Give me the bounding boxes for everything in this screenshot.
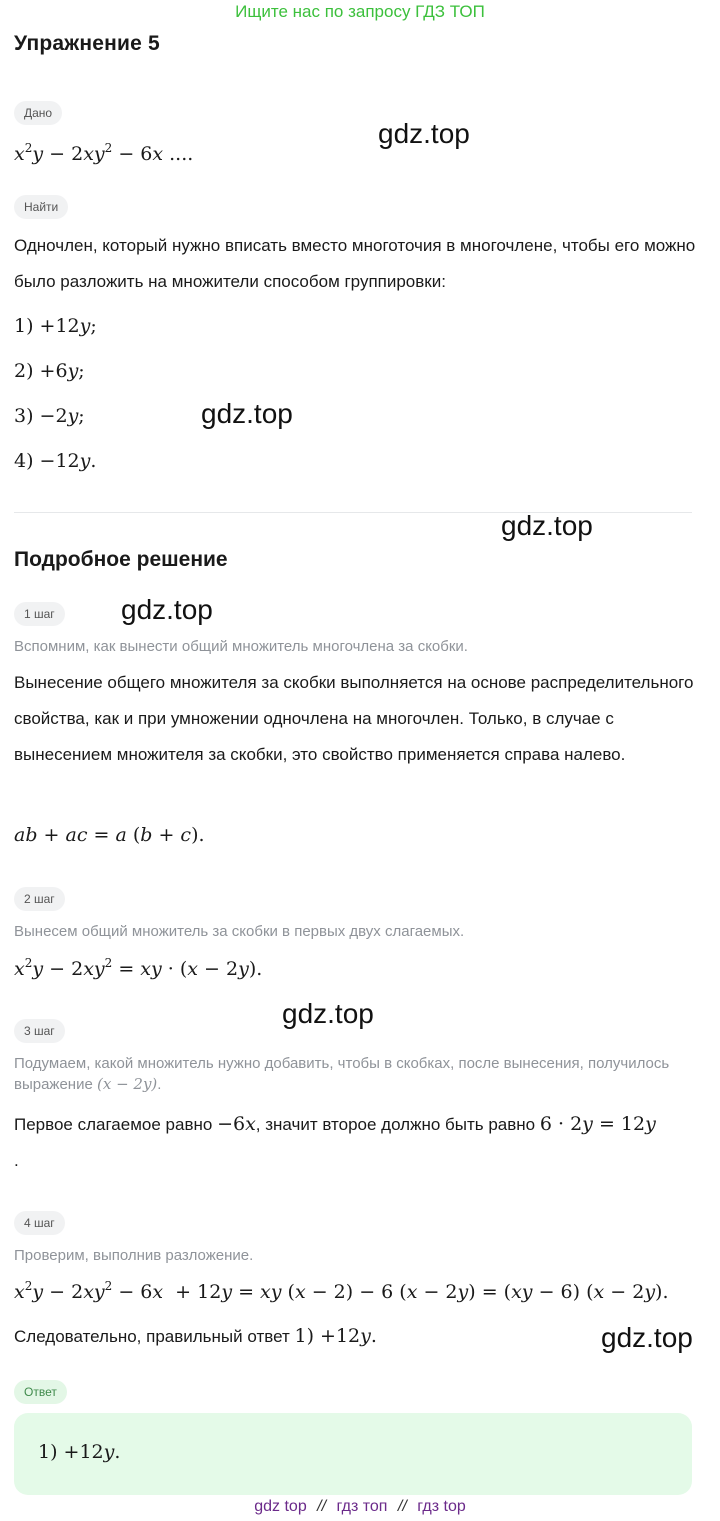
step-1-label: 1 шаг bbox=[14, 602, 65, 626]
step-4-conclusion-answer: 1) +12y. bbox=[294, 1325, 377, 1347]
step-3-hint-expression: (x − 2y) bbox=[97, 1075, 158, 1093]
given-ellipsis: .... bbox=[169, 143, 194, 165]
step-3-product: 6 · 2y = 12y bbox=[539, 1113, 656, 1135]
find-text: Одночлен, который нужно вписать вместо многоточия в многочлене, чтобы его можно было разложить на множители способом группировки: bbox=[14, 236, 696, 291]
answer-label: Ответ bbox=[14, 1380, 67, 1404]
step-1-formula: ab + ac = a (b + c). bbox=[14, 824, 205, 846]
step-1-text: Вынесение общего множителя за скобки выполняется на основе распределительного свойства, как и при умножении одночлена на многочлен. Только, в случае с вынесением множителя за скобки, это свойство применяется справа налево. bbox=[14, 673, 694, 764]
watermark: gdz.top bbox=[378, 118, 470, 149]
footer-link-2[interactable]: гдз топ bbox=[336, 1498, 388, 1515]
answer-value: 1) +12y. bbox=[38, 1441, 121, 1463]
footer-link-1[interactable]: gdz top bbox=[254, 1498, 307, 1515]
watermark: gdz.top bbox=[601, 1322, 693, 1353]
footer-separator: // bbox=[397, 1498, 407, 1515]
footer-link-3[interactable]: гдз top bbox=[417, 1498, 466, 1515]
step-3-text-end: . bbox=[14, 1151, 19, 1170]
step-2-label: 2 шаг bbox=[14, 887, 65, 911]
step-3-term: −6x bbox=[217, 1113, 256, 1135]
step-3-hint-text: Подумаем, какой множитель нужно добавить, чтобы в скобках, после вынесения, получилось выражение bbox=[14, 1055, 670, 1093]
step-4-hint: Проверим, выполнив разложение. bbox=[14, 1247, 254, 1264]
given-label: Дано bbox=[14, 101, 62, 125]
footer-links bbox=[0, 1497, 720, 1521]
option-3: 3) −2y; bbox=[14, 405, 85, 427]
step-2-formula: $x^2y - 2xy^2$ = xy · (x − 2y). bbox=[14, 956, 263, 980]
step-4-label: 4 шаг bbox=[14, 1211, 65, 1235]
step-3-text-middle: , значит второе должно быть равно bbox=[255, 1115, 536, 1134]
step-4-conclusion-text: Следовательно, правильный ответ bbox=[14, 1327, 290, 1346]
step-3-label: 3 шаг bbox=[14, 1019, 65, 1043]
step-3-hint: Подумаем, какой множитель нужно добавить, чтобы в скобках, после вынесения, получилось выражение (x − 2y). bbox=[14, 1055, 670, 1093]
step-3-text bbox=[14, 1106, 704, 1179]
watermark: gdz.top bbox=[201, 398, 293, 429]
step-3-text-prefix: Первое слагаемое равно bbox=[14, 1115, 213, 1134]
step-4-formula: $x^2y - 2xy^2 - 6x + 12y$ = xy (x − 2) − 6 (x − 2y) = (xy − 6) (x − 2y). bbox=[14, 1279, 669, 1303]
step-1-hint: Вспомним, как вынести общий множитель многочлена за скобки. bbox=[14, 638, 468, 655]
find-label: Найти bbox=[14, 195, 68, 219]
watermark: gdz.top bbox=[121, 594, 213, 625]
option-1: 1) +12y; bbox=[14, 315, 97, 337]
watermark: gdz.top bbox=[501, 510, 593, 541]
given-expression: $x^2y - 2xy^2 - 6x$ .... bbox=[14, 141, 194, 165]
option-4: 4) −12y. bbox=[14, 450, 97, 472]
promo-banner[interactable]: Ищите нас по запросу ГДЗ ТОП bbox=[235, 2, 485, 21]
answer-box bbox=[14, 1413, 692, 1495]
solution-title: Подробное решение bbox=[14, 548, 228, 571]
option-2: 2) +6y; bbox=[14, 360, 85, 382]
step-2-hint: Вынесем общий множитель за скобки в первых двух слагаемых. bbox=[14, 923, 465, 940]
exercise-title: Упражнение 5 bbox=[14, 32, 160, 55]
footer-separator: // bbox=[317, 1498, 327, 1515]
watermark: gdz.top bbox=[282, 998, 374, 1029]
